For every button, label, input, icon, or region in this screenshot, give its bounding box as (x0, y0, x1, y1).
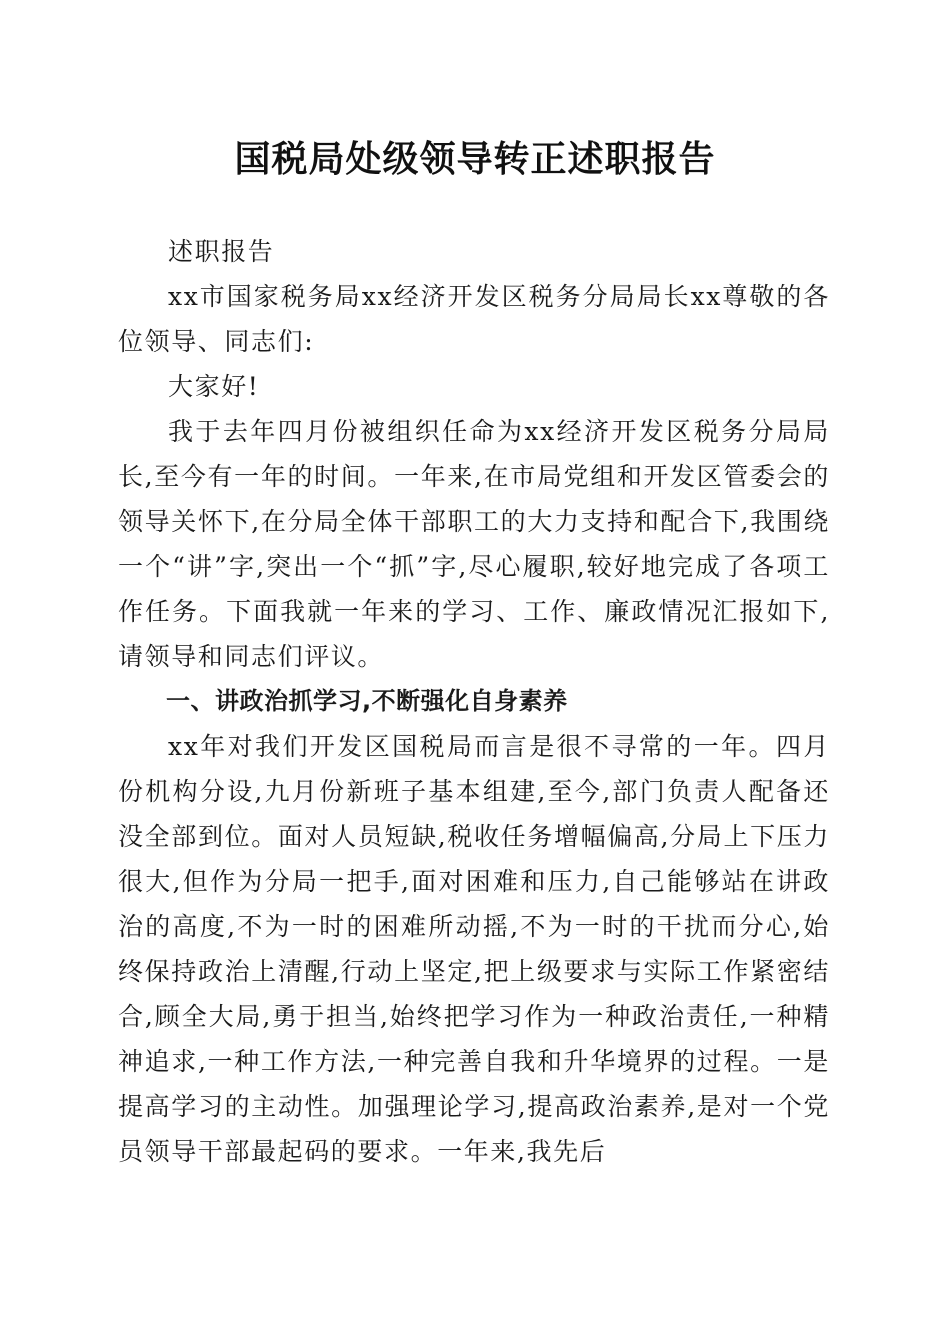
paragraph-introduction: 我于去年四月份被组织任命为xx经济开发区税务分局局长,至今有一年的时间。一年来,在市局党组和开发区管委会的领导关怀下,在分局全体干部职工的大力支持和配合下,我围绕一个“讲”字,突出一个“抓”字,尽心履职,较好地完成了各项工作任务。下面我就一年来的学习、工作、廉政情况汇报如下,请领导和同志们评议。 (118, 417, 830, 671)
paragraph-heading-label: 述职报告 (168, 237, 275, 266)
document-title: 国税局处级领导转正述职报告 (234, 138, 716, 180)
section-heading: 一、讲政治抓学习,不断强化自身素养 (166, 687, 568, 715)
document-body (118, 229, 830, 1174)
paragraph-greeting: 大家好! (168, 372, 260, 401)
paragraph-addressee: xx市国家税务局xx经济开发区税务分局局长xx尊敬的各位领导、同志们: (118, 282, 830, 356)
paragraph-section-one: xx年对我们开发区国税局而言是很不寻常的一年。四月份机构分设,九月份新班子基本组建,至今,部门负责人配备还没全部到位。面对人员短缺,税收任务增幅偏高,分局上下压力很大,但作为分局一把手,面对困难和压力,自己能够站在讲政治的高度,不为一时的困难所动摇,不为一时的干扰而分心,始终保持政治上清醒,行动上坚定,把上级要求与实际工作紧密结合,顾全大局,勇于担当,始终把学习作为一种政治责任,一种精神追求,一种工作方法,一种完善自我和升华境界的过程。一是提高学习的主动性。加强理论学习,提高政治素养,是对一个党员领导干部最起码的要求。一年来,我先后 (118, 732, 830, 1166)
